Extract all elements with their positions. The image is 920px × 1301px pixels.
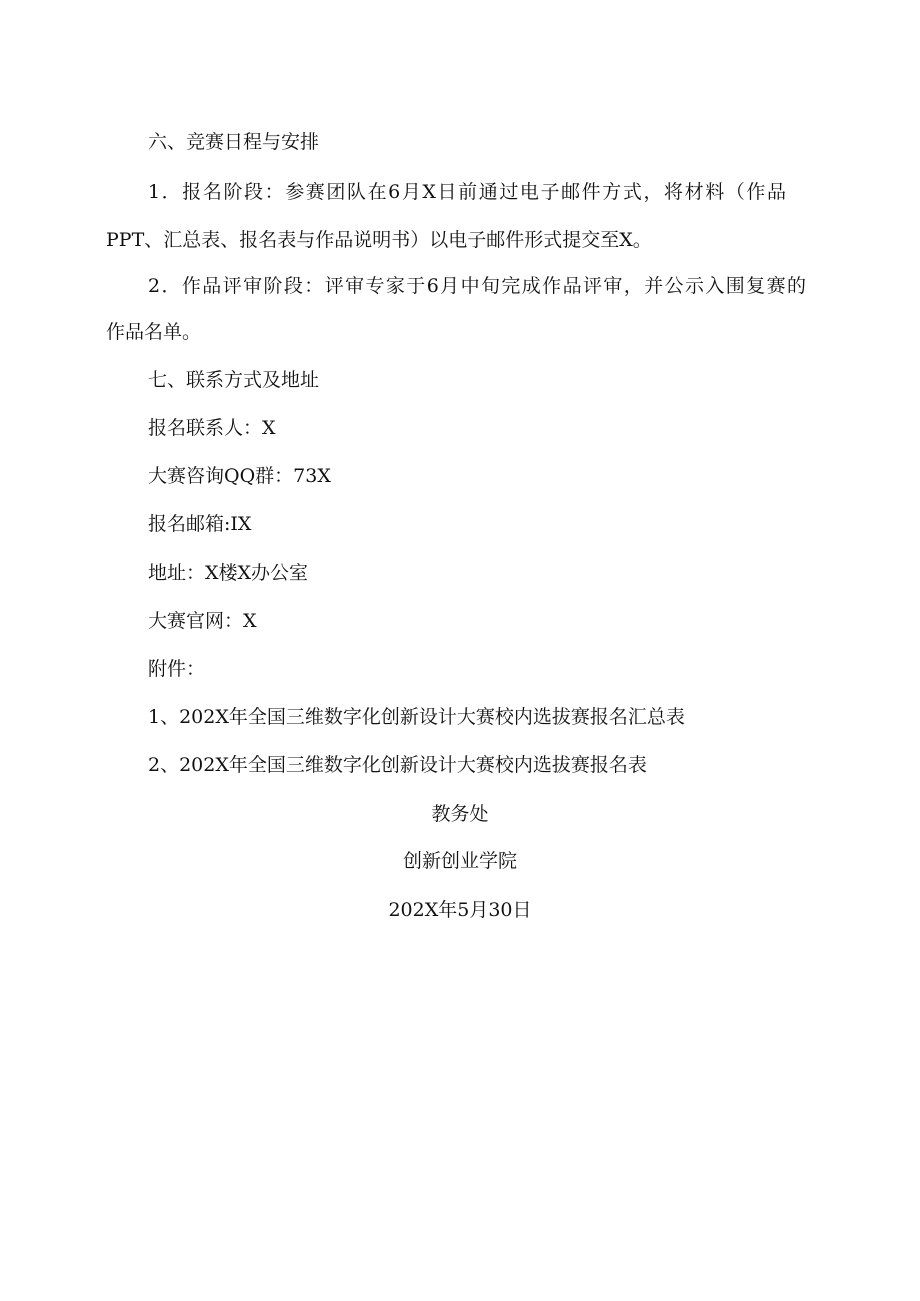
section-heading-schedule: 六、竞赛日程与安排 xyxy=(148,131,320,153)
schedule-item-1-line-2: PPT、汇总表、报名表与作品说明书）以电子邮件形式提交至X。 xyxy=(106,229,652,251)
attachment-item: 1、202X年全国三维数字化创新设计大赛校内选拔赛报名汇总表 xyxy=(148,706,685,728)
attachment-item: 2、202X年全国三维数字化创新设计大赛校内选拔赛报名表 xyxy=(148,754,647,776)
official-website: 大赛官网：X xyxy=(148,610,257,632)
signature-date: 202X年5月30日 xyxy=(388,899,532,921)
attachments-label: 附件： xyxy=(148,658,206,680)
signature-college: 创新创业学院 xyxy=(402,850,517,872)
section-heading-contact: 七、联系方式及地址 xyxy=(148,369,320,391)
registration-email: 报名邮箱:IX xyxy=(148,513,252,535)
address: 地址：X楼X办公室 xyxy=(148,562,309,584)
qq-group: 大赛咨询QQ群：73X xyxy=(148,465,331,487)
schedule-item-2-line-2: 作品名单。 xyxy=(106,321,202,343)
signature-office: 教务处 xyxy=(431,803,489,825)
contact-person: 报名联系人：X xyxy=(148,417,276,439)
schedule-item-1-line-1: 1．报名阶段：参赛团队在6月X日前通过电子邮件方式，将材料（作品 xyxy=(148,181,786,203)
schedule-item-2-line-1: 2．作品评审阶段：评审专家于6月中旬完成作品评审，并公示入围复赛的 xyxy=(148,275,806,297)
